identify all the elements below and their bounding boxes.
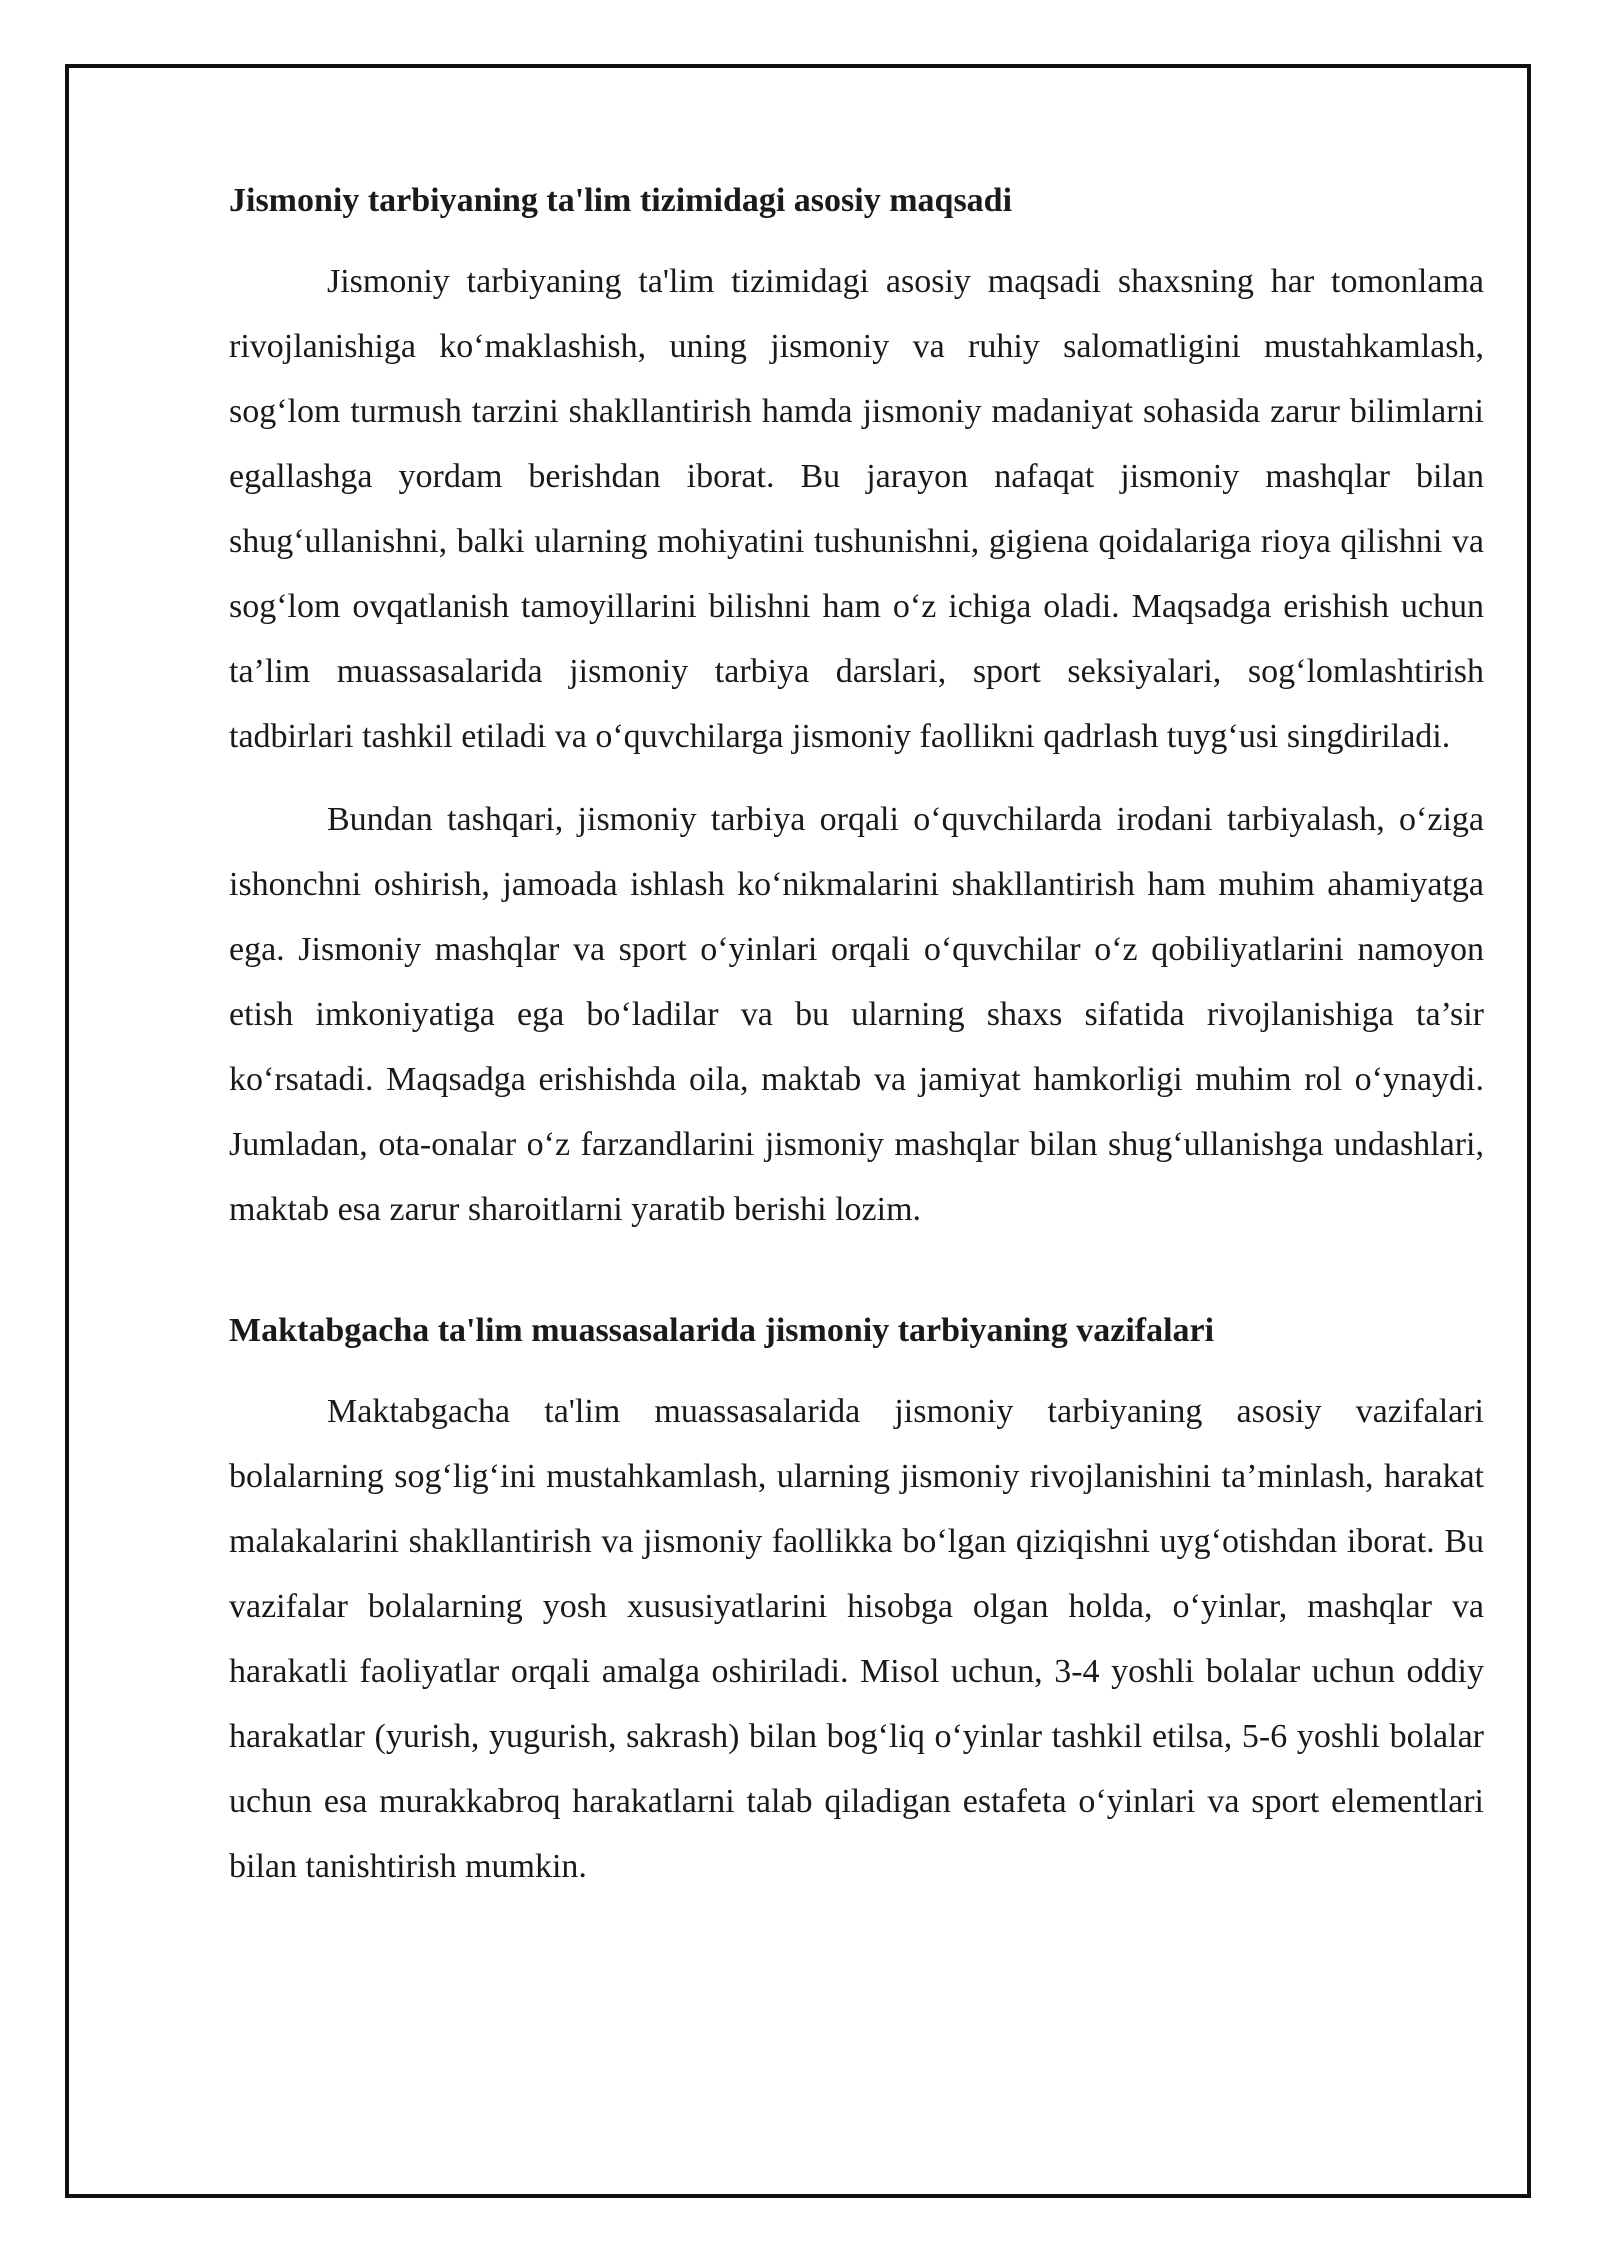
paragraph: Maktabgacha ta'lim muassasalarida jismoniy tarbiyaning asosiy vazifalari bolalarning sog‘lig‘ini mustahkamlash, ularning jismoniy rivojlanishini ta’minlash, harakat malakalarini shakllantirish va jismoniy faollikka bo‘lgan qiziqishni uyg‘otishdan iborat. Bu vazifalar bolalarning yosh xususiyatlarini hisobga olgan holda, o‘yinlar, mashqlar va harakatli faoliyatlar orqali amalga oshiriladi. Misol uchun, 3-4 yoshli bolalar uchun oddiy harakatlar (yurish, yugurish, sakrash) bilan bog‘liq o‘yinlar tashkil etilsa, 5-6 yoshli bolalar uchun esa murakkabroq harakatlarni talab qiladigan estafeta o‘yinlari va sport elementlari bilan tanishtirish mumkin. [229, 1393, 1484, 1885]
section-spacer [229, 1260, 1484, 1298]
paragraph: Bundan tashqari, jismoniy tarbiya orqali o‘quvchilarda irodani tarbiyalash, o‘ziga ishonchni oshirish, jamoada ishlash ko‘nikmalarini shakllantirish ham muhim ahamiyatga ega. Jismoniy mashqlar va sport o‘yinlari orqali o‘quvchilar o‘z qobiliyatlarini namoyon etish imkoniyatiga ega bo‘ladilar va bu ularning shaxs sifatida rivojlanishiga ta’sir ko‘rsatadi. Maqsadga erishishda oila, maktab va jamiyat hamkorligi muhim rol o‘ynaydi. Jumladan, ota-onalar o‘z farzandlarini jismoniy mashqlar bilan shug‘ullanishga undashlari, maktab esa zarur sharoitlarni yaratib berishi lozim. [229, 801, 1484, 1228]
section-heading-goal: Jismoniy tarbiyaning ta'lim tizimidagi asosiy maqsadi [229, 182, 1013, 219]
document-body [229, 168, 1484, 1917]
section-heading-tasks: Maktabgacha ta'lim muassasalarida jismoniy tarbiyaning vazifalari [229, 1312, 1215, 1349]
paragraph: Jismoniy tarbiyaning ta'lim tizimidagi asosiy maqsadi shaxsning har tomonlama rivojlanishiga ko‘maklashish, uning jismoniy va ruhiy salomatligini mustahkamlash, sog‘lom turmush tarzini shakllantirish hamda jismoniy madaniyat sohasida zarur bilimlarni egallashga yordam berishdan iborat. Bu jarayon nafaqat jismoniy mashqlar bilan shug‘ullanishni, balki ularning mohiyatini tushunishni, gigiena qoidalariga rioya qilishni va sog‘lom ovqatlanish tamoyillarini bilishni ham o‘z ichiga oladi. Maqsadga erishish uchun ta’lim muassasalarida jismoniy tarbiya darslari, sport seksiyalari, sog‘lomlashtirish tadbirlari tashkil etiladi va o‘quvchilarga jismoniy faollikni qadrlash tuyg‘usi singdiriladi. [229, 263, 1484, 755]
